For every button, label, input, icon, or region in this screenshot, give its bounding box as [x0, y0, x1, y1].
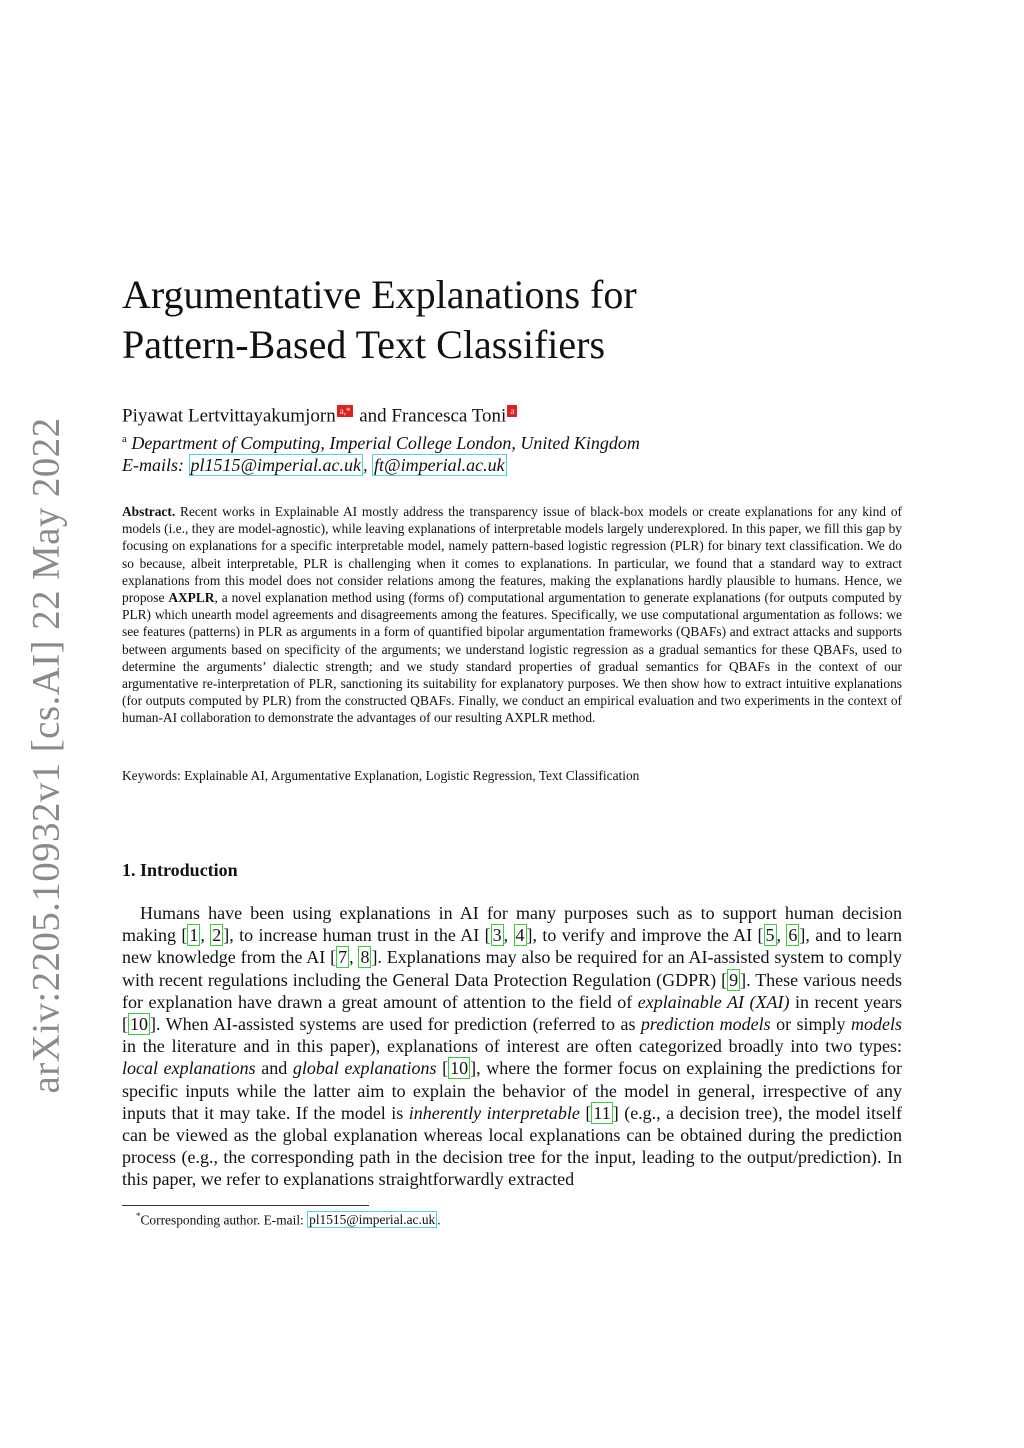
emails-line [122, 455, 507, 476]
text-span: , [503, 925, 514, 946]
citation-link[interactable]: 6 [788, 925, 798, 946]
emails-separator: , [363, 455, 373, 475]
abstract-method-name: AXPLR [168, 590, 215, 606]
emails-label: E-mails: [122, 455, 189, 475]
text-span: ]. Explanations may also be required for an AI-assisted system to comply with recent regulations including the General Data Protection Regulation (GDPR) [ [122, 947, 902, 990]
text-span: , [776, 925, 787, 946]
section-heading-introduction: 1. Introduction [122, 860, 238, 880]
emphasis-term: global explanations [292, 1058, 437, 1079]
footnote-divider [122, 1205, 369, 1206]
text-span: ], where the former focus on explaining the predictions for specific inputs while the latter aim to explain the behavior of the model in general, irrespective of any inputs that it may take. If the model is [122, 1058, 903, 1123]
text-span: , [349, 947, 359, 968]
citation-link[interactable]: 3 [492, 925, 502, 946]
affiliation [122, 433, 640, 454]
citation-link[interactable]: 2 [212, 925, 222, 946]
emphasis-term: inherently interpretable [408, 1102, 580, 1123]
text-span: ], to increase human trust in the AI [ [223, 925, 491, 946]
text-span: and [255, 1058, 293, 1079]
footnote [136, 1211, 441, 1228]
email-link-2[interactable]: ft@imperial.ac.uk [374, 455, 505, 475]
citation-link[interactable]: 7 [338, 947, 348, 968]
author-1-affiliation-link[interactable]: a,* [337, 405, 354, 417]
keywords: Keywords: Explainable AI, Argumentative Explanation, Logistic Regression, Text Classification [122, 768, 640, 783]
footnote-end: . [437, 1212, 441, 1228]
footnote-text: Corresponding author. E-mail: [140, 1212, 308, 1228]
emphasis-term: local explanations [122, 1058, 256, 1079]
citation-link[interactable]: 11 [593, 1102, 611, 1123]
citation-link[interactable]: 10 [450, 1058, 469, 1079]
affiliation-mark: a [122, 433, 127, 445]
email-link-1[interactable]: pl1515@imperial.ac.uk [190, 455, 362, 475]
text-span: ]. These various needs for explanation have drawn a great amount of attention to the field of [122, 969, 902, 1012]
arxiv-identifier [16, 417, 76, 1093]
text-span: ], and to learn new knowledge from the AI [ [122, 925, 902, 968]
abstract-text-1: Recent works in Explainable AI mostly address the transparency issue of black-box models or create explanations for any kind of models (i.e., they are model-agnostic), while leaving explanations of interpretable models largely underexplored. In this paper, we fill this gap by focusing on explanations for a specific interpretable model, namely pattern-based logistic regression (PLR) for binary text classification. We do so because, albeit interpretable, PLR is challenging when it comes to explanations. In particular, we found that a standard way to extract explanations from this model does not consider relations among the features, making the explanations hardly plausible to humans. Hence, we propose [122, 504, 902, 606]
abstract-label: Abstract. [122, 504, 176, 519]
text-span: Humans have been using explanations in AI for many purposes such as to support human decision making [ [122, 903, 902, 946]
abstract [122, 503, 902, 727]
text-span: in recent years [ [122, 991, 902, 1035]
text-span: [ [436, 1058, 449, 1079]
author-2-affiliation-link[interactable]: a [507, 405, 517, 417]
author-1-name: Piyawat Lertvittayakumjorn [122, 405, 336, 427]
paper-title [122, 270, 882, 370]
arxiv-identifier-text: arXiv:2205.10932v1 [cs.AI] 22 May 2022 [24, 417, 68, 1093]
text-span: [ [579, 1102, 592, 1123]
emphasis-term: explainable AI (XAI) [637, 991, 790, 1012]
emphasis-term: models [851, 1014, 902, 1035]
text-span: ] (e.g., a decision tree), the model itself can be viewed as the global explanation whereas local explanations can be obtained during the prediction process (e.g., the corresponding path in the decision tree for the input, leading to the output/prediction). In this paper, we refer to explanations straightforwardly extracted [122, 1102, 902, 1190]
abstract-text-2: , a novel explanation method using (forms of) computational argumentation to generate explanations (for outputs computed by PLR) which unearth model agreements and disagreements among the features. Specifically, we use computational argumentation as follows: we see features (patterns) in PLR as arguments in a form of quantified bipolar argumentation frameworks (QBAFs) and extract attacks and supports between arguments based on specificity of the arguments; we understand logistic regression as a gradual semantics for these QBAFs, used to determine the arguments’ dialectic strength; and we study standard properties of gradual semantics for QBAFs in the context of our argumentative re-interpretation of PLR, sanctioning its suitability for explanatory purposes. We then show how to extract intuitive explanations (for outputs computed by PLR) from the constructed QBAFs. Finally, we conduct an empirical evaluation and two experiments in the context of human-AI collaboration to demonstrate the advantages of our resulting AXPLR method. [122, 590, 902, 726]
text-span: or simply [770, 1014, 851, 1035]
author-line [122, 405, 518, 427]
text-span: ]. When AI-assisted systems are used for prediction (referred to as [150, 1014, 641, 1035]
text-span: , [200, 925, 211, 946]
author-connector: and Francesca Toni [359, 405, 507, 427]
text-span: in the literature and in this paper), explanations of interest are often categorized broadly into two types: [122, 1036, 902, 1057]
affiliation-text: Department of Computing, Imperial College London, United Kingdom [131, 433, 640, 453]
introduction-paragraph [122, 902, 902, 1191]
citation-link[interactable]: 4 [515, 925, 525, 946]
emphasis-term: prediction models [640, 1014, 771, 1035]
title-line-1: Argumentative Explanations for [122, 272, 637, 317]
footnote-email-link[interactable]: pl1515@imperial.ac.uk [309, 1212, 436, 1228]
citation-link[interactable]: 8 [360, 947, 370, 968]
citation-link[interactable]: 5 [765, 925, 775, 946]
footnote-mark: * [136, 1211, 141, 1221]
citation-link[interactable]: 1 [189, 925, 199, 946]
citation-link[interactable]: 9 [729, 969, 739, 990]
citation-link[interactable]: 10 [130, 1014, 148, 1035]
title-line-2: Pattern-Based Text Classifiers [122, 322, 606, 367]
text-span: ], to verify and improve the AI [ [526, 925, 764, 946]
